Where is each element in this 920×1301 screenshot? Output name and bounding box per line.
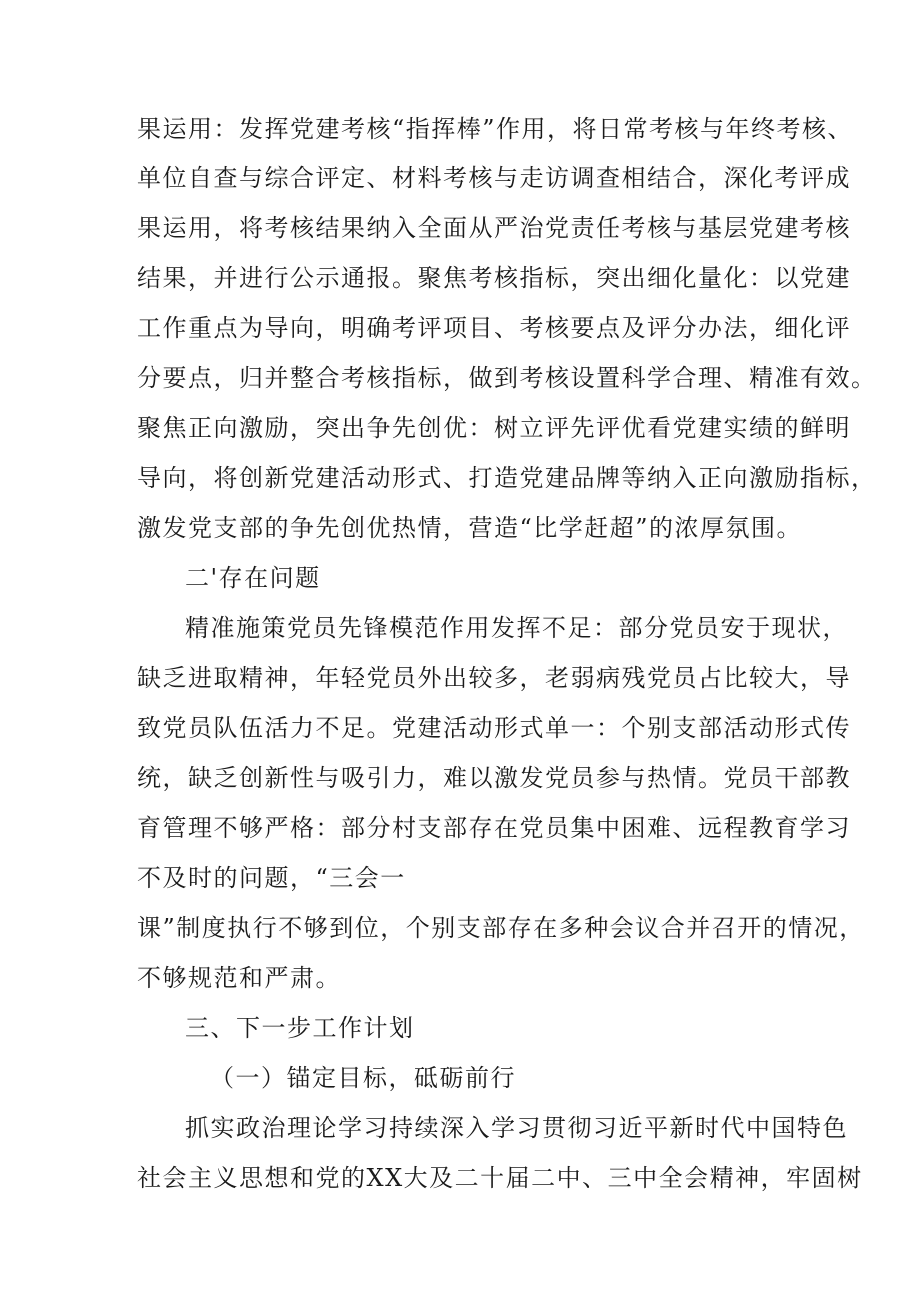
body-text-line: 结果，并进行公示通报。聚焦考核指标，突出细化量化：以党建 xyxy=(137,264,851,292)
section-heading: 三、下一步工作计划 xyxy=(185,1014,415,1042)
body-text-line: 抓实政治理论学习持续深入学习贯彻习近平新时代中国特色 xyxy=(185,1114,848,1142)
body-text-line: 果运用：发挥党建考核“指挥棒”作用，将日常考核与年终考核、 xyxy=(137,115,854,143)
body-text-line: 导向，将创新党建活动形式、打造党建品牌等纳入正向激励指标， xyxy=(137,464,877,492)
body-text-line: 课”制度执行不够到位，个别支部存在多种会议合并召开的情况， xyxy=(137,914,865,942)
section-heading: 二'存在问题 xyxy=(185,564,321,592)
body-text-line: 不够规范和严肃。 xyxy=(137,964,341,992)
body-text-line: 致党员队伍活力不足。党建活动形式单一：个别支部活动形式传 xyxy=(137,714,851,742)
body-text-line: 精准施策党员先锋模范作用发挥不足：部分党员安于现状， xyxy=(185,614,848,642)
subsection-heading: （一）锚定目标，砥砺前行 xyxy=(210,1064,516,1092)
body-text-line: 社会主义思想和党的XX大及二十届二中、三中全会精神，牢固树 xyxy=(137,1164,863,1192)
body-text-line: 分要点，归并整合考核指标，做到考核设置科学合理、精准有效。 xyxy=(137,364,877,392)
body-text-line: 育管理不够严格：部分村支部存在党员集中困难、远程教育学习 xyxy=(137,814,851,842)
body-text-line: 缺乏进取精神，年轻党员外出较多，老弱病残党员占比较大，导 xyxy=(137,664,851,692)
body-text-line: 单位自查与综合评定、材料考核与走访调查相结合，深化考评成 xyxy=(137,164,851,192)
body-text-line: 聚焦正向激励，突出争先创优：树立评先评优看党建实绩的鲜明 xyxy=(137,414,851,442)
body-text-line: 不及时的问题，“三会一 xyxy=(137,864,406,892)
body-text-line: 工作重点为导向，明确考评项目、考核要点及评分办法，细化评 xyxy=(137,314,851,342)
body-text-line: 果运用，将考核结果纳入全面从严治党责任考核与基层党建考核 xyxy=(137,214,851,242)
body-text-line: 统，缺乏创新性与吸引力，难以激发党员参与热情。党员干部教 xyxy=(137,764,851,792)
body-text-line: 激发党支部的争先创优热情，营造“比学赶超”的浓厚氛围。 xyxy=(137,514,803,542)
